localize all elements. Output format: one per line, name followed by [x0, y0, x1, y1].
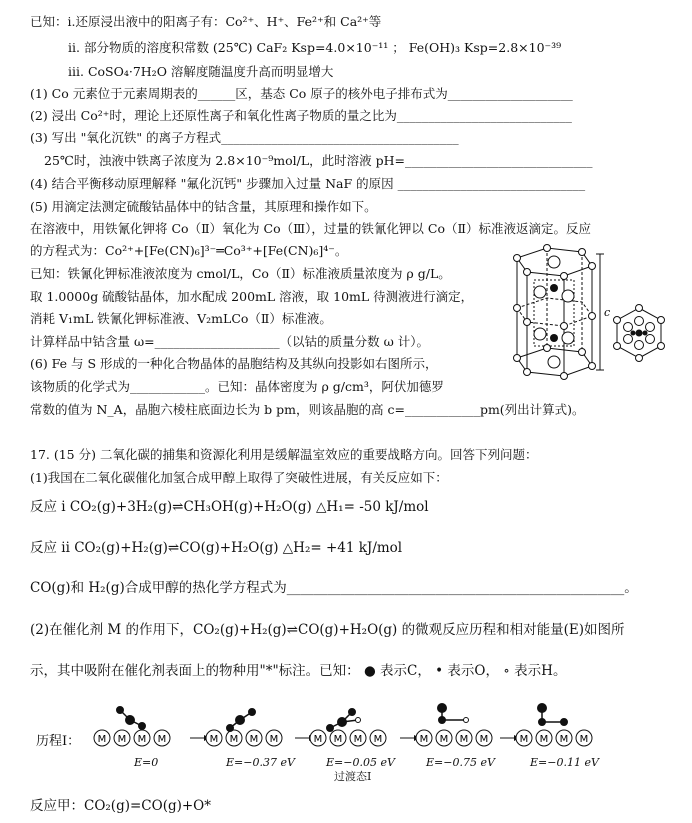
crystal-cell-figure	[492, 240, 612, 395]
question-3: (3) 写出 "氧化沉铁" 的离子方程式______________________________________	[30, 130, 459, 145]
known-1: 已知：ⅰ.还原浸出液中的阳离子有：Co²⁺、H⁺、Fe²⁺和 Ca²⁺等	[30, 14, 382, 29]
state-energy-4: E=−0.75 eV	[426, 756, 495, 769]
catalyst-symbol: M	[97, 734, 107, 745]
oxygen-atom	[227, 725, 234, 732]
catalyst-symbol: M	[479, 734, 489, 745]
question-5-e: 消耗 V₁mL 铁氰化钾标准液、V₂mLCo（Ⅱ）标准液。	[30, 311, 332, 326]
projection-figure	[610, 304, 668, 362]
known-3: ⅲ. CoSO₄·7H₂O 溶解度随温度升高而明显增大	[68, 64, 334, 79]
carbon-atom	[338, 718, 347, 727]
oxygen-atom	[349, 709, 356, 716]
reaction-i: 反应 i CO₂(g)+3H₂(g)⇌CH₃OH(g)+H₂O(g) △H₁= -50 kJ/mol	[30, 499, 429, 515]
mechanism-label: 历程Ⅰ：	[36, 734, 81, 749]
transition-state-label: 过渡态I	[334, 770, 372, 783]
catalyst-symbol: M	[439, 734, 449, 745]
catalyst-symbol: M	[333, 734, 343, 745]
state-energy-5: E=−0.11 eV	[530, 756, 599, 769]
hydrogen-atom	[356, 718, 361, 723]
question-5-c: 已知：铁氰化钾标准液浓度为 cmol/L，Co（Ⅱ）标准液质量浓度为 ρ g/L。	[30, 266, 451, 281]
state-energy-1: E=0	[134, 756, 159, 769]
oxygen-atom	[249, 709, 256, 716]
hydrogen-atom	[464, 718, 469, 723]
question-5: (5) 用滴定法测定硫酸钴晶体中的钴含量，其原理和操作如下。	[30, 199, 377, 214]
oxygen-atom	[327, 725, 334, 732]
catalyst-symbol: M	[459, 734, 469, 745]
reaction-ii: 反应 ii CO₂(g)+H₂(g)⇌CO(g)+H₂O(g) △H₂= +41 kJ/mol	[30, 540, 403, 556]
known-2: ⅱ. 部分物质的溶度积常数 (25℃) CaF₂ Ksp=4.0×10⁻¹¹ ； Fe(OH)₃ Ksp=2.8×10⁻³⁹	[68, 40, 562, 55]
state-energy-2: E=−0.37 eV	[226, 756, 295, 769]
question-1: (1) Co 元素位于元素周期表的______区，基态 Co 原子的核外电子排布式为____________________	[30, 86, 573, 101]
catalyst-symbol: M	[559, 734, 569, 745]
catalyst-symbol: M	[373, 734, 383, 745]
catalyst-symbol: M	[249, 734, 259, 745]
catalyst-symbol: M	[269, 734, 279, 745]
question-5-b: 的方程式为：Co²⁺+[Fe(CN)₆]³⁻═Co³⁺+[Fe(CN)₆]⁴⁻。	[30, 243, 348, 258]
question-5-f: 计算样品中钴含量 ω=____________________（以钴的质量分数 ω 计）。	[30, 334, 430, 349]
problem-17-part2-legend: 示，其中吸附在催化剂表面上的物种用"*"标注。已知： ● 表示C， • 表示O， ∘ 表示H。	[30, 663, 567, 679]
catalyst-symbol: M	[579, 734, 589, 745]
question-2: (2) 浸出 Co²⁺时，理论上还原性离子和氧化性离子物质的量之比为____________________________	[30, 108, 572, 123]
c-label: c	[604, 306, 611, 319]
carbon-atom	[538, 704, 547, 713]
catalyst-symbol: M	[209, 734, 219, 745]
catalyst-symbol: M	[353, 734, 363, 745]
catalyst-symbol: M	[229, 734, 239, 745]
catalyst-symbol: M	[117, 734, 127, 745]
catalyst-symbol: M	[539, 734, 549, 745]
catalyst-symbol: M	[419, 734, 429, 745]
catalyst-symbol: M	[519, 734, 529, 745]
oxygen-atom	[439, 717, 446, 724]
carbon-atom	[126, 716, 135, 725]
question-4: (4) 结合平衡移动原理解释 "氟化沉钙" 步骤加入过量 NaF 的原因 ______________________________	[30, 176, 586, 191]
oxygen-atom	[117, 707, 124, 714]
problem-17-part1: (1)我国在二氧化碳催化加氢合成甲醇上取得了突破性进展，有关反应如下：	[30, 470, 448, 485]
reaction-jia: 反应甲：CO₂(g)=CO(g)+O*	[30, 798, 211, 814]
question-5-a: 在溶液中，用铁氰化钾将 Co（Ⅱ）氧化为 Co（Ⅲ），过量的铁氰化钾以 Co（Ⅱ）标准液返滴定。反应	[30, 221, 591, 236]
problem-17: 17. (15 分) 二氧化碳的捕集和资源化利用是缓解温室效应的重要战略方向。回答下列问题：	[30, 447, 538, 462]
question-3-ph: 25℃时，浊液中铁离子浓度为 2.8×10⁻⁹mol/L，此时溶液 pH=______________________________	[44, 153, 593, 168]
carbon-atom	[438, 704, 447, 713]
question-6: (6) Fe 与 S 形成的一种化合物晶体的晶胞结构及其纵向投影如右图所示，	[30, 356, 438, 371]
oxygen-atom	[561, 719, 568, 726]
oxygen-atom	[139, 723, 146, 730]
oxygen-atom	[539, 719, 546, 726]
question-6-a: 该物质的化学式为____________。已知：晶体密度为 ρ g/cm³，阿伏加德罗	[30, 379, 444, 394]
catalyst-symbol: M	[157, 734, 167, 745]
catalyst-symbol: M	[313, 734, 323, 745]
catalyst-symbol: M	[137, 734, 147, 745]
state-energy-3: E=−0.05 eV	[326, 756, 395, 769]
mechanism-figure	[30, 700, 680, 783]
question-6-b: 常数的值为 N_A，晶胞六棱柱底面边长为 b pm，则该晶胞的高 c=____________pm(列出计算式)。	[30, 402, 585, 417]
problem-17-part2: (2)在催化剂 M 的作用下，CO₂(g)+H₂(g)⇌CO(g)+H₂O(g) 的微观反应历程和相对能量(E)如图所	[30, 622, 625, 638]
question-5-d: 取 1.0000g 硫酸钴晶体，加水配成 200mL 溶液，取 10mL 待测液进行滴定，	[30, 289, 474, 304]
carbon-atom	[236, 716, 245, 725]
co-h2-methanol: CO(g)和 H₂(g)合成甲醇的热化学方程式为__________________________________________________。	[30, 580, 638, 596]
